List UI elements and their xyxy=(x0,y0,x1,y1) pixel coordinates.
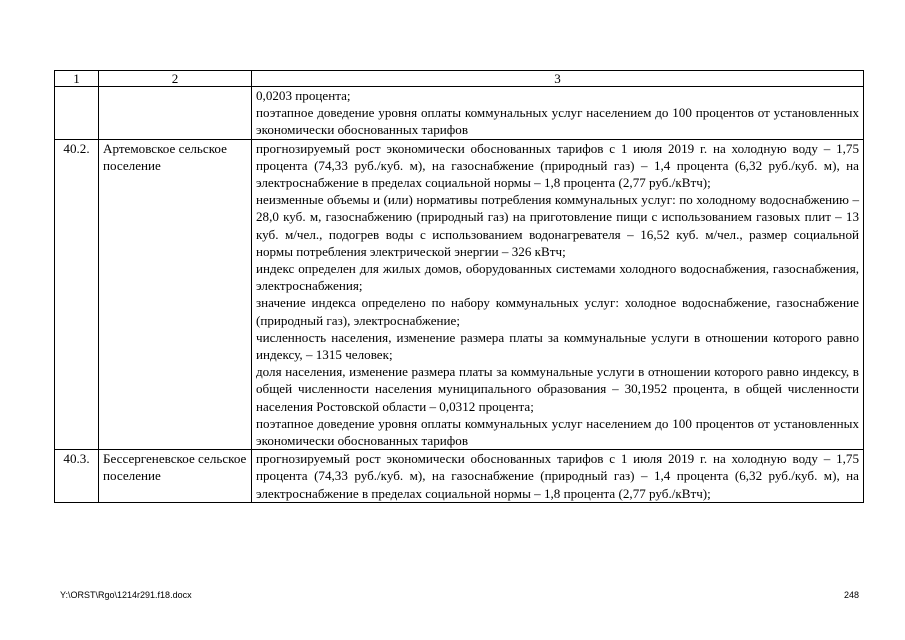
description-paragraph: численность населения, изменение размера платы за коммунальные услуги в отношении которого равно индексу, – 1315 человек; xyxy=(256,329,859,363)
header-col-1: 1 xyxy=(55,71,99,87)
header-row xyxy=(55,71,864,87)
row-number: 40.2. xyxy=(55,139,99,450)
table-row xyxy=(55,450,864,503)
footer-file-path: Y:\ORST\Rgo\1214r291.f18.docx xyxy=(60,590,192,600)
description-paragraph: прогнозируемый рост экономически обоснованных тарифов с 1 июля 2019 г. на холодную воду – 1,75 процента (74,33 руб./куб. м), на газоснабжение (природный газ) – 1,4 процента (6,32 руб./куб. м), на электроснабжение в пределах социальной нормы – 1,8 процента (2,77 руб./кВтч); xyxy=(256,140,859,191)
description-paragraph: доля населения, изменение размера платы за коммунальные услуги в отношении которого равно индексу, в общей численности населения муниципального образования – 30,1952 процента, в общей численности населения Ростовской области – 0,0312 процента; xyxy=(256,364,859,414)
description-paragraph: прогнозируемый рост экономически обоснованных тарифов с 1 июля 2019 г. на холодную воду – 1,75 процента (74,33 руб./куб. м), на газоснабжение (природный газ) – 1,4 процента (6,32 руб./куб. м), на электроснабжение в пределах социальной нормы – 1,8 процента (2,77 руб./кВтч); xyxy=(256,451,859,501)
description-paragraph: индекс определен для жилых домов, оборудованных системами холодного водоснабжения, газоснабжения, электроснабжения; xyxy=(256,261,859,294)
row-number: 40.3. xyxy=(55,450,99,503)
footer-page-number: 248 xyxy=(844,590,860,600)
description-paragraph: поэтапное доведение уровня оплаты коммунальных услуг населением до 100 процентов от установленных экономически обоснованных тарифов xyxy=(256,105,859,138)
settlement-name xyxy=(99,87,252,140)
table-row xyxy=(55,87,864,140)
row-description xyxy=(252,450,864,503)
tariff-table xyxy=(54,70,864,503)
header-col-3: 3 xyxy=(252,71,864,87)
row-description xyxy=(252,139,864,450)
settlement-name: Артемовское сельское поселение xyxy=(99,139,252,450)
header-col-2: 2 xyxy=(99,71,252,87)
row-number xyxy=(55,87,99,140)
description-paragraph: неизменные объемы и (или) нормативы потребления коммунальных услуг: по холодному водоснабжению – 28,0 куб. м, газоснабжению (природный газ) на приготовление пищи с использованием газовых плит – 13 куб. м/чел., подогрев воды с использованием водонагревателя – 16,52 куб. м/чел., размер социальной нормы потребления электрической энергии – 326 кВтч; xyxy=(256,192,859,259)
description-paragraph: 0,0203 процента; xyxy=(256,88,351,103)
table-row xyxy=(55,139,864,450)
settlement-name: Бессергеневское сельское поселение xyxy=(99,450,252,503)
description-paragraph: поэтапное доведение уровня оплаты коммунальных услуг населением до 100 процентов от установленных экономически обоснованных тарифов xyxy=(256,415,859,449)
row-description xyxy=(252,87,864,140)
description-paragraph: значение индекса определено по набору коммунальных услуг: холодное водоснабжение, газоснабжение (природный газ), электроснабжение; xyxy=(256,295,859,328)
